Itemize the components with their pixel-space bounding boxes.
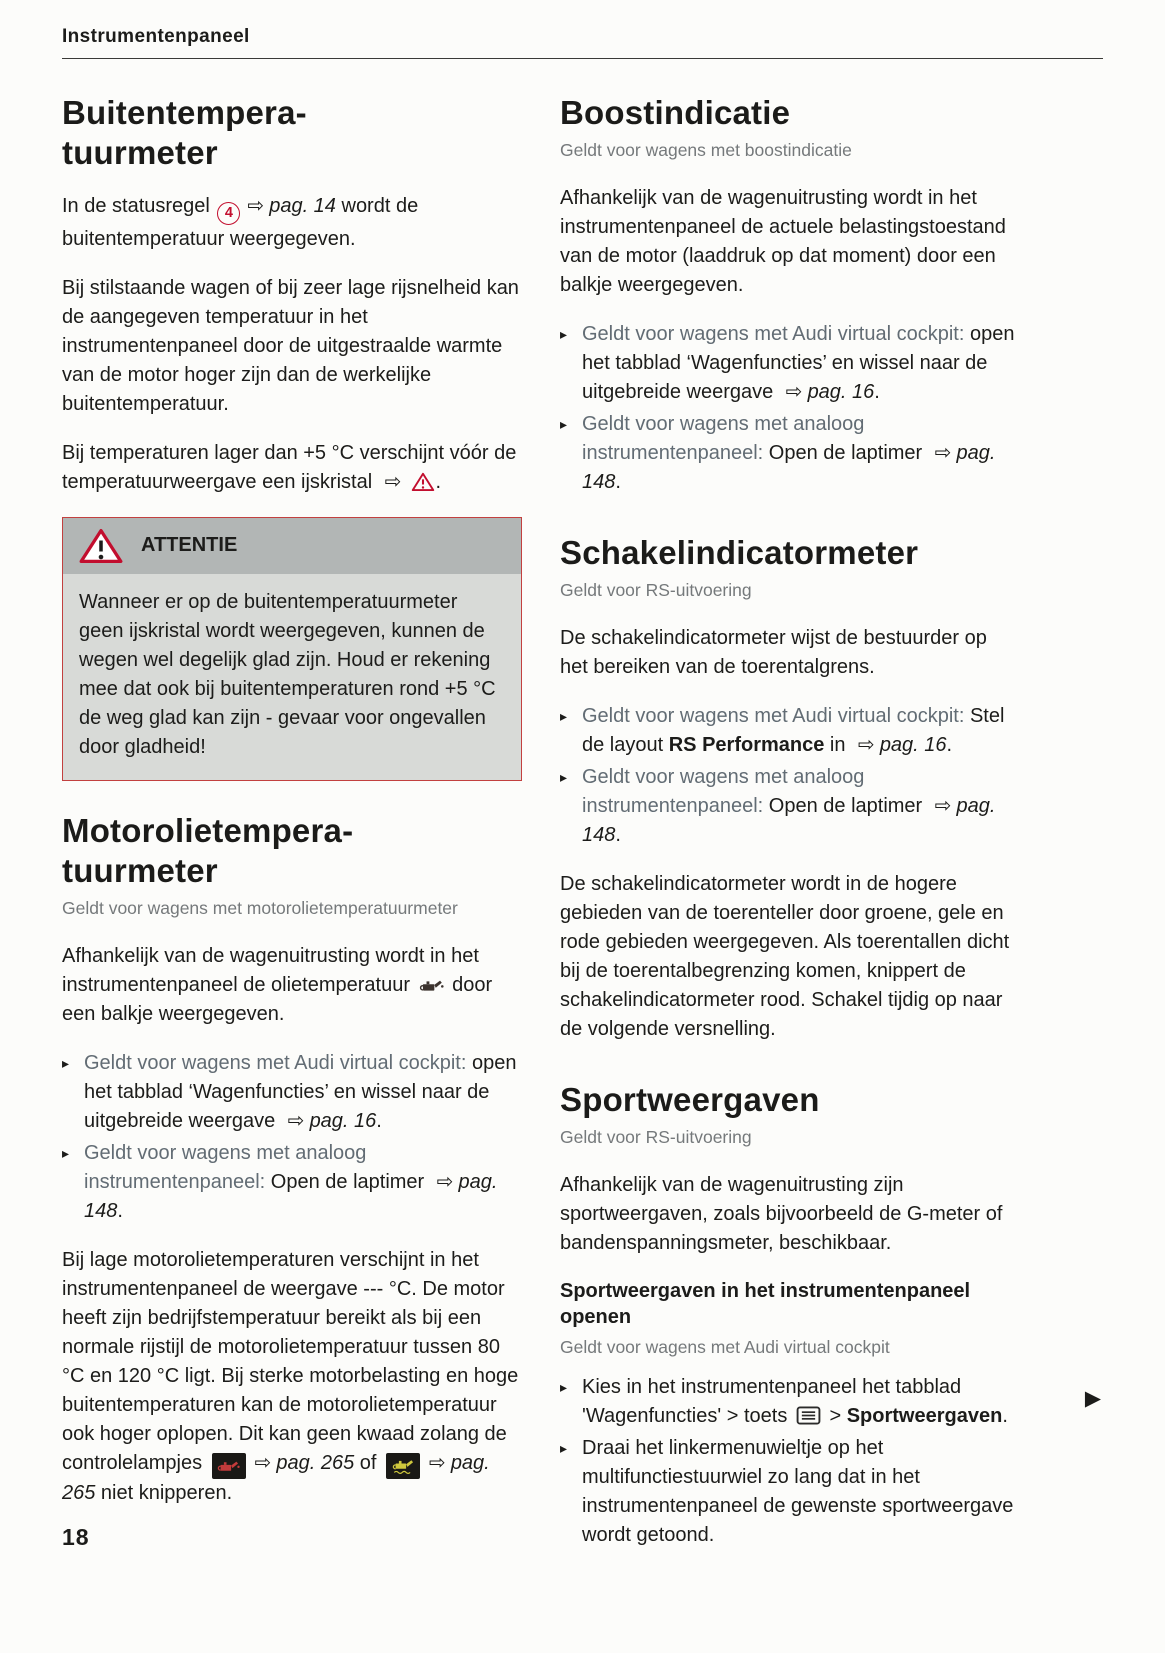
two-column-layout (62, 89, 1103, 1570)
applies-to-label: Geldt voor wagens met Audi virtual cockpit (560, 1337, 890, 1357)
condition-label: Geldt voor wagens met analoog instrumentenpaneel: (582, 413, 865, 464)
bullet-icon: ▸ (560, 1439, 568, 1456)
oil-level-warning-lamp-icon (386, 1453, 420, 1479)
text-run: Open de laptimer (768, 795, 928, 817)
condition-label: Geldt voor wagens met analoog instrumentenpaneel: (84, 1141, 367, 1193)
bullet-icon: ▸ (560, 708, 568, 724)
list-item-text (84, 1139, 522, 1226)
page-reference: pag. 16 (309, 1109, 377, 1132)
paragraph-boost: Afhankelijk van de wagenuitrusting wordt in het instrumentenpaneel de actuele belastingstoestand van de motor (laaddruk op dat moment) door een balkje weergegeven. (560, 187, 1006, 296)
text-run: Bij temperaturen lager dan +5 °C verschijnt vóór de temperatuurweergave een ijskristal (62, 441, 517, 493)
text-run: Afhankelijk van de wagenuitrusting wordt in het instrumentenpaneel de olietemperatuur (62, 944, 479, 996)
reference-arrow-icon: ⇨ (429, 1451, 446, 1474)
reference-arrow-icon: ⇨ (858, 734, 875, 756)
list-item-text (582, 320, 1020, 407)
list-item (560, 320, 1020, 407)
text-run: . (1002, 1404, 1008, 1427)
page-reference: pag. 14 (269, 194, 336, 217)
condition-label: Geldt voor wagens met analoog instrumentenpaneel: (582, 766, 865, 817)
title-line: Buitentempera- (62, 94, 307, 131)
title-line: tuurmeter (62, 851, 218, 889)
section-title-boostindicatie: Boostindicatie (560, 94, 791, 131)
bullet-icon: ▸ (62, 1144, 70, 1161)
reference-arrow-icon: ⇨ (384, 470, 402, 493)
paragraph-schakel-gebieden: De schakelindicatormeter wordt in de hogere gebieden van de toerenteller door groene, gele en rode gebieden weergegeven. Als toerentallen dicht bij de toerentalbegrenzing komen, knippert de schakelindicatormeter rood. Schakel tijdig op naar de volgende versnelling. (560, 873, 1010, 1040)
oil-can-icon (418, 977, 445, 995)
list-item (62, 1049, 522, 1136)
text-run: . (376, 1109, 382, 1132)
reference-arrow-icon: ⇨ (934, 795, 952, 817)
text-run: . (435, 470, 442, 493)
section-title-sportweergaven: Sportweergaven (560, 1081, 820, 1118)
text-run: Bij lage motorolietemperaturen verschijnt in het instrumentenpaneel de weergave --- °C. De motor heeft zijn bedrijfstemperatuur bereikt als bij een normale rijstijl de motorolietemperatuur tussen 80 °C en 120 °C ligt. Bij sterke motorbelasting en hoge buitentemperaturen kan de motorolietemperatuur ook hoger oplopen. Dit kan geen kwaad zolang de controlelampjes (62, 1248, 519, 1474)
page-reference: pag. 148 (582, 442, 996, 493)
warning-triangle-icon (79, 527, 123, 565)
paragraph-olietemperatuur (62, 942, 522, 1029)
list-item (560, 410, 1020, 497)
text-run: . (874, 381, 880, 403)
list-item (560, 1373, 1020, 1431)
applies-to-label: Geldt voor wagens met boostindicatie (560, 140, 852, 161)
text-run: In de statusregel (62, 194, 216, 217)
paragraph-schakel-intro: De schakelindicatormeter wijst de bestuurder op het bereiken van de toerentalgrens. (560, 627, 987, 678)
text-run: of (354, 1451, 383, 1474)
text-run: > (823, 1404, 847, 1427)
right-column (560, 89, 1020, 1570)
list-item-text (582, 763, 1020, 850)
text-run: . (615, 824, 621, 846)
section-title-motorolietemperatuurmeter (62, 811, 522, 892)
circled-4-icon: 4 (217, 202, 240, 225)
paragraph-ijskristal (62, 439, 522, 497)
text-run: Open de laptimer (270, 1170, 430, 1193)
attention-warning-box (62, 517, 522, 781)
condition-label: Geldt voor wagens met Audi virtual cockpit: (582, 323, 970, 345)
page-reference: pag. 265 (276, 1451, 355, 1474)
text-run: open het tabblad ‘Wagenfuncties’ en wissel naar de uitgebreide weergave (84, 1051, 517, 1132)
paragraph-lage-olietemperaturen (62, 1246, 522, 1509)
list-item-text (84, 1049, 522, 1136)
text-run: . (946, 734, 953, 756)
section-title-buitentemperatuurmeter (62, 93, 522, 174)
text-run: Stel de layout (582, 705, 1005, 756)
list-item-text (582, 1373, 1020, 1431)
attention-label: ATTENTIE (141, 534, 238, 556)
text-run: . (615, 471, 621, 493)
page-reference: pag. 148 (84, 1170, 498, 1222)
bullet-icon: ▸ (62, 1054, 70, 1071)
list-item-text (582, 702, 1020, 760)
paragraph-stilstaande-wagen: Bij stilstaande wagen of bij zeer lage rijsnelheid kan de aangegeven temperatuur in het instrumentenpaneel door de uitgestraalde warmte van de motor hoger zijn dan de werkelijke buitentemperatuur. (62, 276, 519, 415)
list-item-text (582, 410, 1020, 497)
list-item-text: Draai het linkermenuwieltje op het multifunctiestuurwiel zo lang dat in het instrumentenpaneel de gewenste sportweergave wordt getoond. (582, 1436, 1014, 1546)
continuation-arrow-icon: ▶ (1084, 1387, 1101, 1410)
text-run: niet knipperen. (95, 1482, 233, 1505)
chapter-header: Instrumentenpaneel (62, 26, 1103, 59)
oil-pressure-warning-lamp-icon (212, 1453, 246, 1479)
applies-to-label: Geldt voor RS-uitvoering (560, 580, 752, 601)
page-reference: pag. 16 (807, 381, 875, 403)
list-item (560, 702, 1020, 760)
page-number: 18 (62, 1524, 90, 1550)
paragraph-sport-intro: Afhankelijk van de wagenuitrusting zijn sportweergaven, zoals bijvoorbeeld de G-meter of bandenspanningsmeter, beschikbaar. (560, 1174, 1003, 1254)
paragraph-statusregel (62, 192, 522, 254)
page-reference: pag. 148 (582, 795, 996, 846)
reference-arrow-icon: ⇨ (287, 1109, 305, 1132)
section-title-schakelindicatormeter: Schakelindicatormeter (560, 534, 919, 571)
condition-label: Geldt voor wagens met Audi virtual cockpit: (84, 1051, 472, 1074)
page-reference: pag. 265 (62, 1451, 490, 1505)
reference-arrow-icon: ⇨ (934, 442, 952, 464)
text-run: Open de laptimer (768, 442, 928, 464)
attention-header (63, 518, 521, 574)
text-run: wordt de buitentemperatuur weergegeven. (62, 194, 419, 250)
instruction-list (560, 702, 1020, 850)
menu-list-key-icon (796, 1406, 821, 1425)
reference-arrow-icon: ⇨ (247, 194, 265, 217)
instruction-list (560, 1373, 1020, 1550)
applies-to-label: Geldt voor wagens met motorolietemperatuurmeter (62, 898, 458, 918)
list-item (560, 1434, 1020, 1550)
left-column (62, 89, 522, 1570)
bullet-icon: ▸ (560, 326, 568, 342)
page-reference: pag. 16 (879, 734, 947, 756)
reference-arrow-icon: ⇨ (254, 1451, 272, 1474)
condition-label: Geldt voor wagens met Audi virtual cockpit: (582, 705, 970, 727)
list-item (560, 763, 1020, 850)
title-line: tuurmeter (62, 134, 218, 172)
bullet-icon: ▸ (560, 1378, 568, 1395)
text-run: open het tabblad ‘Wagenfuncties’ en wissel naar de uitgebreide weergave (582, 323, 1015, 403)
text-run: door een balkje weergegeven. (62, 973, 493, 1025)
subsection-title-sportweergaven-openen: Sportweergaven in het instrumentenpaneel openen (560, 1280, 971, 1328)
list-item (62, 1139, 522, 1226)
title-line: Motorolietempera- (62, 811, 354, 849)
text-run: Kies in het instrumentenpaneel het tabblad 'Wagenfuncties' > toets (582, 1375, 962, 1427)
menu-option-label: RS Performance (668, 734, 825, 756)
text-run: in (824, 734, 852, 756)
instruction-list (62, 1049, 522, 1226)
attention-text: Wanneer er op de buitentemperatuurmeter geen ijskristal wordt weergegeven, kunnen de wegen wel degelijk glad zijn. Houd er rekening mee dat ook bij buitentemperaturen rond +5 °C de weg glad kan zijn - gevaar voor ongevallen door gladheid! (63, 574, 521, 780)
applies-to-label: Geldt voor RS-uitvoering (560, 1127, 752, 1148)
menu-option-label: Sportweergaven (846, 1404, 1003, 1427)
bullet-icon: ▸ (560, 416, 568, 432)
instruction-list (560, 320, 1020, 497)
reference-arrow-icon: ⇨ (785, 381, 803, 403)
bullet-icon: ▸ (560, 769, 568, 785)
warning-triangle-icon (411, 471, 435, 492)
reference-arrow-icon: ⇨ (436, 1170, 454, 1193)
text-run: . (117, 1199, 123, 1222)
